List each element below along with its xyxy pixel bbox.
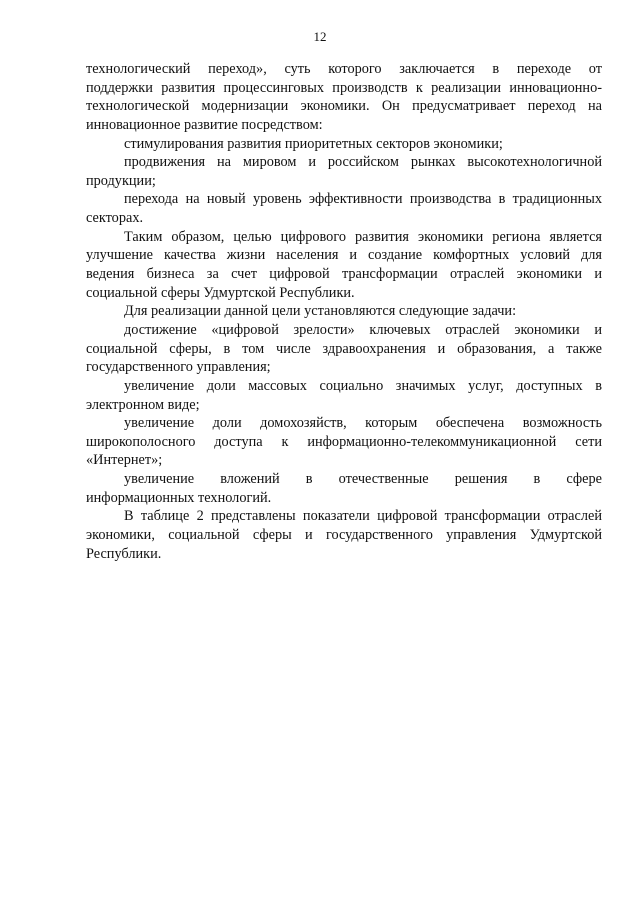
text-line: перехода на новый уровень эффективности производства в традиционных [124,191,602,208]
text-line: социальной сферы, в том числе здравоохранения и образования, а также [86,340,602,357]
text-line: «Интернет»; [86,452,163,469]
text-line: продвижения на мировом и российском рынках высокотехнологичной [124,154,602,171]
text-line: технологической модернизации экономики. Он предусматривает переход на [86,98,602,115]
text-line: социальной сферы Удмуртской Республики. [86,284,355,301]
text-line: экономики, социальной сферы и государственного управления Удмуртской [86,527,602,544]
text-line: инновационное развитие посредством: [86,116,323,133]
text-line: технологический переход», суть которого заключается в переходе от [86,61,602,77]
text-line: увеличение доли домохозяйств, которым обеспечена возможность [124,415,602,432]
text-line: секторах. [86,210,144,227]
text-line: увеличение вложений в отечественные решения в сфере [124,471,602,488]
text-line: Для реализации данной цели установляются следующие задачи: [124,303,517,320]
text-line: ведения бизнеса за счет цифровой трансформации отраслей экономики и [86,266,602,283]
text-line: электронном виде; [86,396,200,413]
text-line: государственного управления; [86,359,271,376]
text-line: поддержки развития процессинговых производств к реализации инновационно- [86,79,602,96]
text-line: широкополосного доступа к информационно-телекоммуникационной сети [86,433,602,450]
text-line: В таблице 2 представлены показатели цифровой трансформации отраслей [124,508,602,525]
text-line: Таким образом, целью цифрового развития экономики региона является [124,228,602,245]
body-text [86,60,602,563]
text-line: Республики. [86,545,162,562]
text-line: улучшение качества жизни населения и создание комфортных условий для [86,247,602,264]
text-line: продукции; [86,172,156,189]
text-line: достижение «цифровой зрелости» ключевых отраслей экономики и [124,321,602,338]
text-line: стимулирования развития приоритетных секторов экономики; [124,135,503,152]
text-line: информационных технологий. [86,489,272,506]
page-number: 12 [313,29,327,44]
text-line: увеличение доли массовых социально значимых услуг, доступных в [124,377,602,394]
